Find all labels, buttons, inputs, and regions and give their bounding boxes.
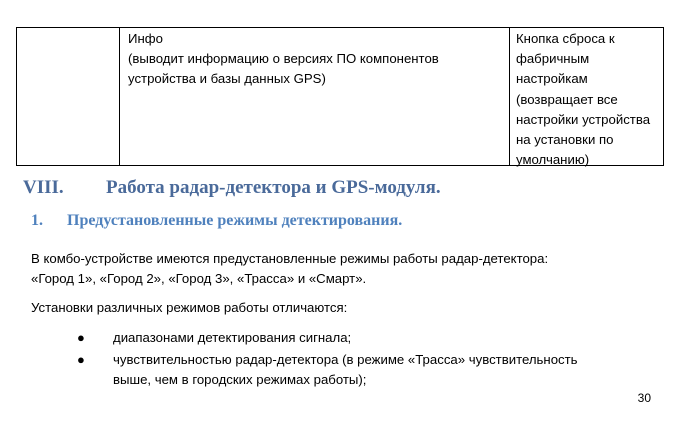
paragraph-modes xyxy=(31,249,548,289)
info-table xyxy=(16,27,664,166)
list-item-line: выше, чем в городских режимах работы); xyxy=(113,372,367,387)
list-item-text xyxy=(113,350,578,390)
reset-cell-line: умолчанию) xyxy=(516,152,590,168)
subsection-number: 1. xyxy=(31,212,43,229)
info-cell-line: Инфо xyxy=(128,31,163,46)
paragraph-line: «Город 1», «Город 2», «Город 3», «Трасса» и «Смарт». xyxy=(31,271,367,286)
info-cell-line: (выводит информацию о версиях ПО компонентов xyxy=(128,51,439,67)
paragraph-differences xyxy=(31,298,347,318)
subsection-title: Предустановленные режимы детектирования. xyxy=(67,212,403,229)
info-cell-text xyxy=(128,29,439,90)
reset-cell-line: фабричным xyxy=(516,51,590,67)
list-item-line: чувствительностью радар-детектора (в режиме «Трасса» чувствительность xyxy=(113,352,578,367)
paragraph-line: Установки различных режимов работы отличаются: xyxy=(31,300,348,315)
section-number: VIII. xyxy=(23,177,64,198)
bullet-icon: ● xyxy=(77,330,85,345)
reset-cell-line: (возвращает все xyxy=(516,91,618,107)
list-item-text xyxy=(113,328,351,348)
list-item-line: диапазонами детектирования сигнала; xyxy=(113,330,352,345)
table-cell-info xyxy=(120,28,510,165)
reset-cell-line: на установки по xyxy=(516,132,614,148)
page-number: 30 xyxy=(637,391,651,405)
reset-cell-line: настройкам xyxy=(516,71,588,87)
info-cell-line: устройства и базы данных GPS) xyxy=(128,71,326,87)
reset-cell-line: настройки устройства xyxy=(516,111,651,127)
table-cell-reset xyxy=(510,28,663,168)
section-title: Работа радар-детектора и GPS-модуля. xyxy=(106,177,441,198)
reset-cell-line: Кнопка сброса к xyxy=(516,31,615,46)
reset-cell-text xyxy=(516,29,650,170)
bullet-icon: ● xyxy=(77,352,85,367)
table-cell-empty xyxy=(17,28,120,165)
paragraph-line: В комбо-устройстве имеются предустановленные режимы работы радар-детектора: xyxy=(31,251,549,266)
